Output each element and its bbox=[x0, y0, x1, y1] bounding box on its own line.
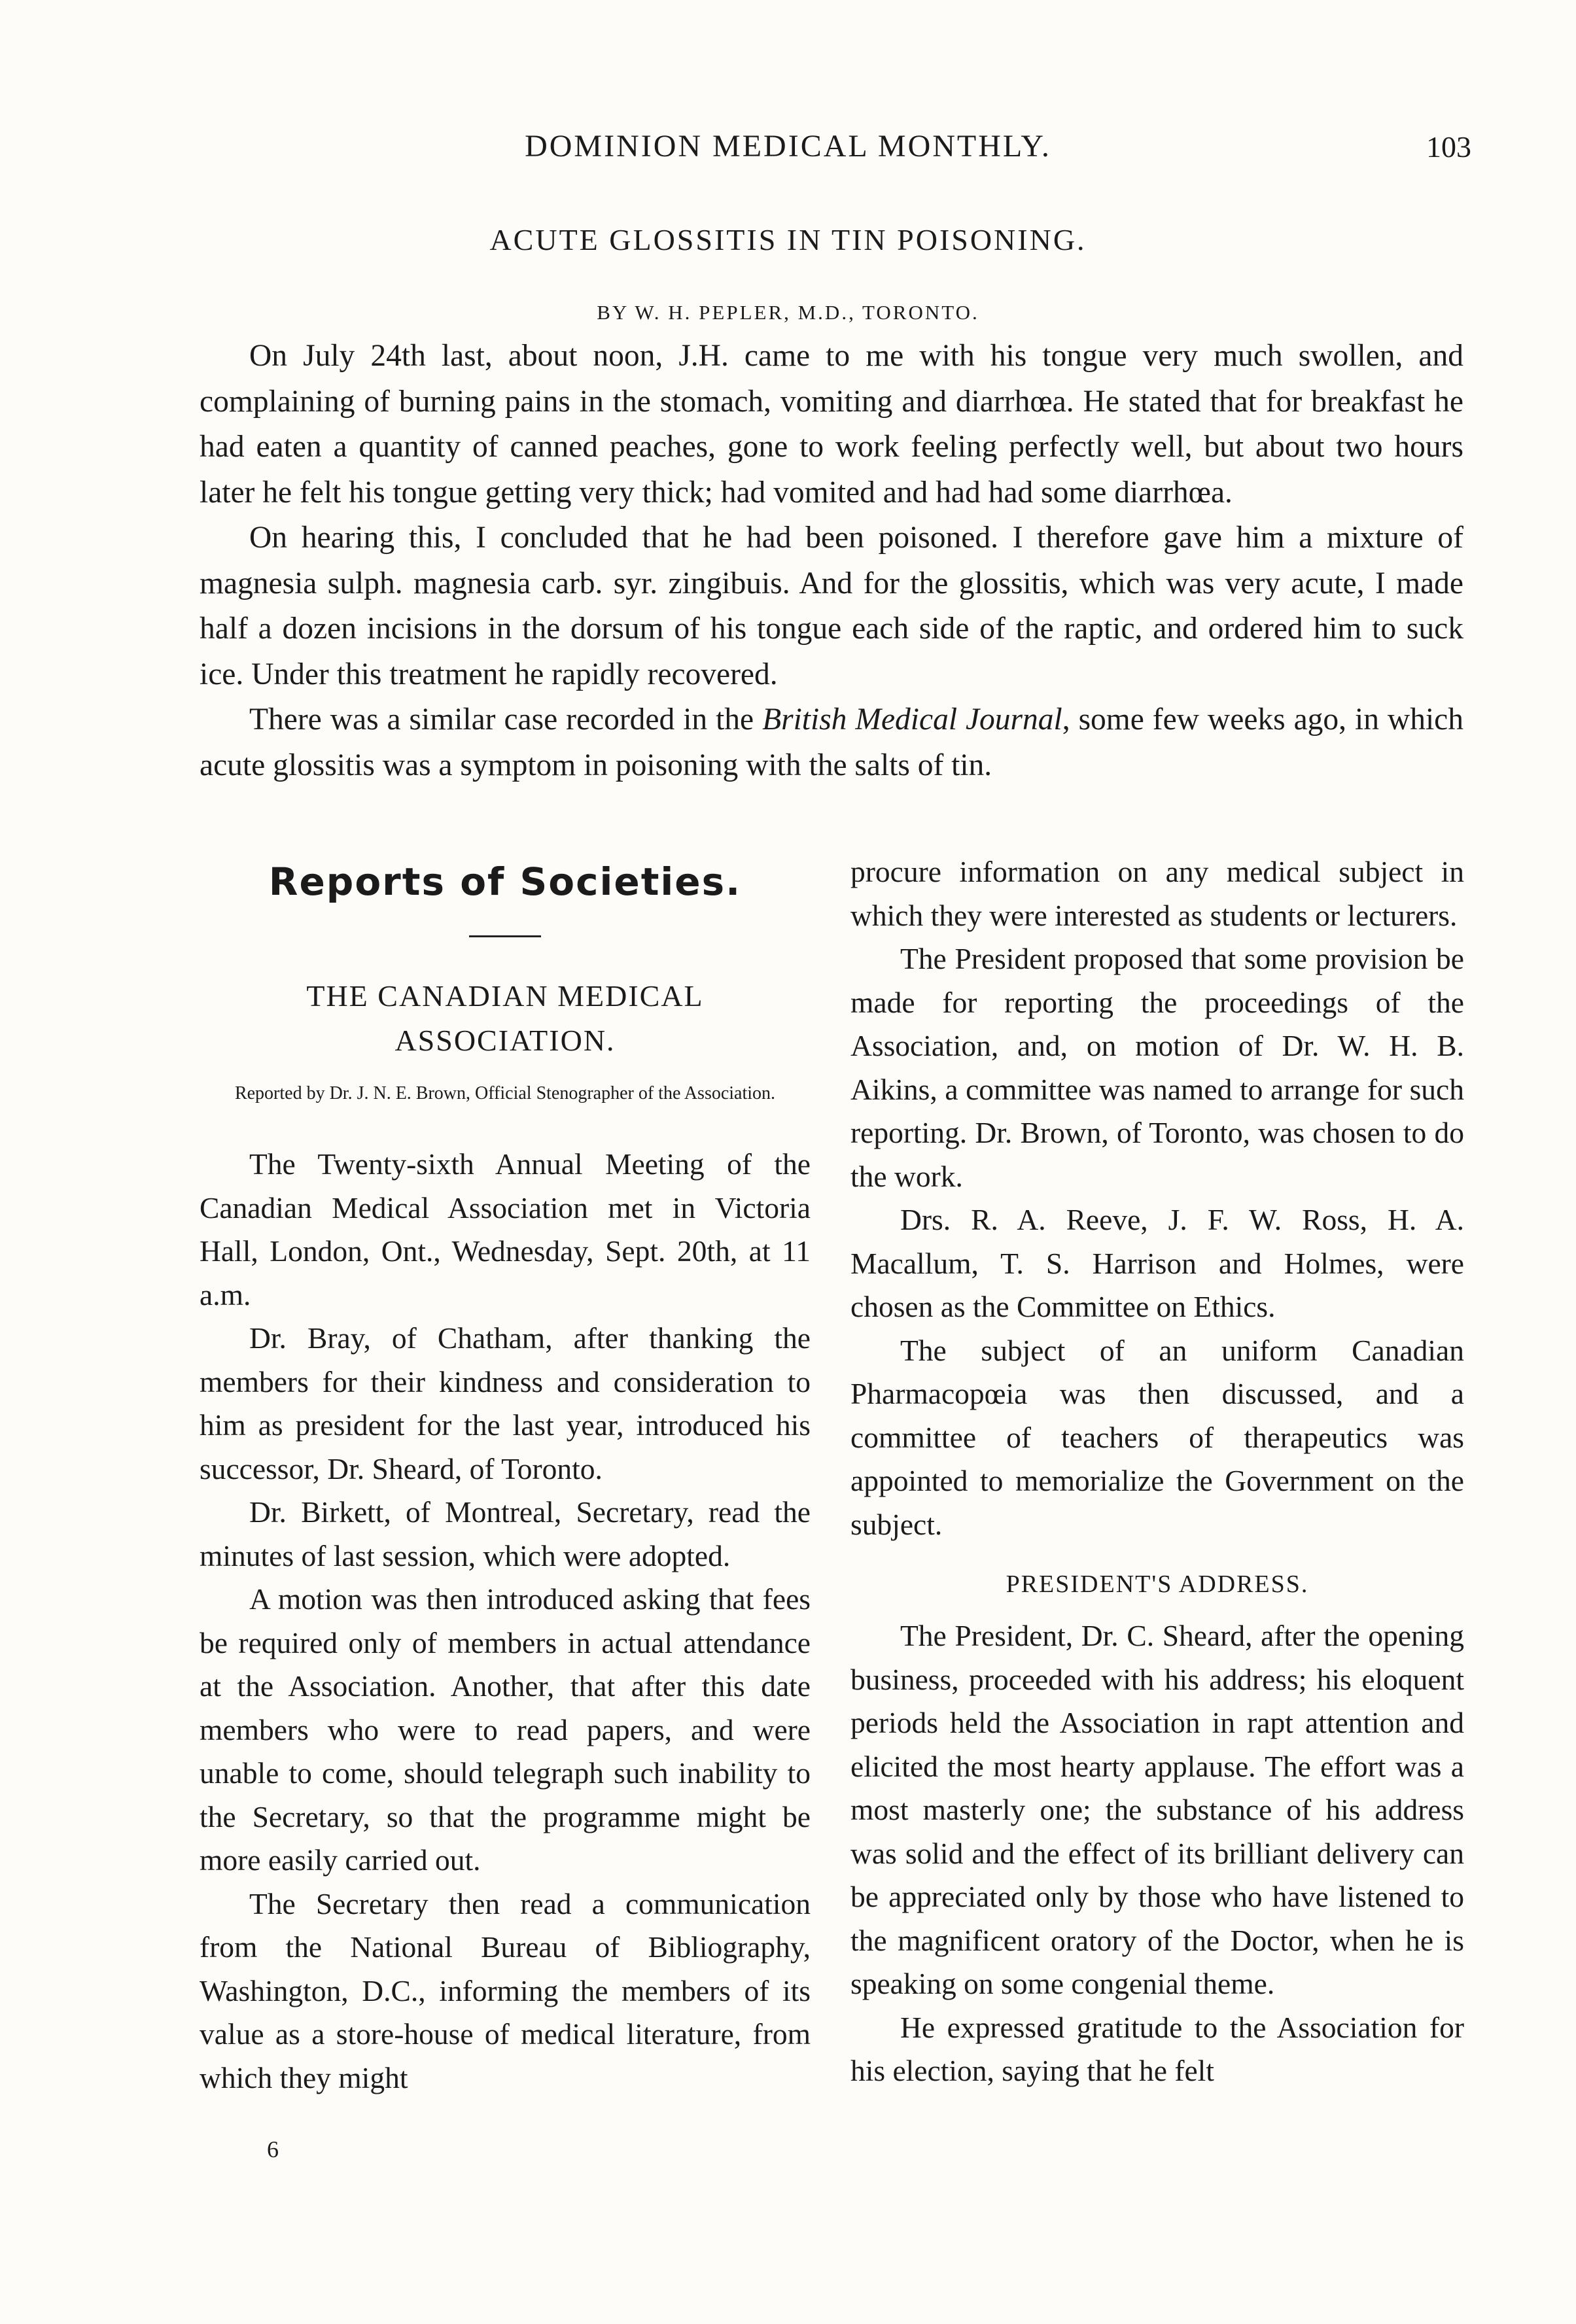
report-paragraph: The President proposed that some provision be made for reporting the proceedings of the Association, and, on motion of Dr. W. H. B. Aikins, a committee was named to arrange for such reporting. Dr. Brown, of Toronto, was chosen to do the work. bbox=[850, 942, 1464, 1193]
report-paragraph: Drs. R. A. Reeve, J. F. W. Ross, H. A. Macallum, T. S. Harrison and Holmes, were chosen as the Committee on Ethics. bbox=[850, 1203, 1464, 1323]
article-body bbox=[200, 334, 1463, 788]
journal-citation: British Medical Journal bbox=[762, 702, 1062, 737]
page-number: 103 bbox=[1426, 130, 1471, 164]
article-title: ACUTE GLOSSITIS IN TIN POISONING. bbox=[489, 223, 1087, 256]
section-title: Reports of Societies. bbox=[268, 859, 742, 904]
reporter-credit: Reported by Dr. J. N. E. Brown, Official Stenographer of the Association. bbox=[234, 1083, 776, 1103]
signature-mark: 6 bbox=[267, 2136, 279, 2162]
report-paragraph: A motion was then introduced asking that fees be required only of members in actual attendance at the Association. Another, that after this date members who were to read papers, and were unable to come, should telegraph such inability to the Secretary, so that the programme might be more easily carried out. bbox=[200, 1582, 811, 1877]
report-title: THE CANADIAN MEDICAL ASSOCIATION. bbox=[306, 979, 704, 1057]
subsection-heading: PRESIDENT'S ADDRESS. bbox=[1006, 1570, 1309, 1598]
address-paragraph: The President, Dr. C. Sheard, after the opening business, proceeded with his address; his eloquent periods held the Association in rapt attention and elicited the most hearty applause. The effort was a most masterly one; the substance of his address was solid and the effect of its brilliant delivery can be appreciated only by those who have listened to the magnificent oratory of the Doctor, when he is speaking on some congenial theme. bbox=[850, 1619, 1464, 2000]
report-paragraph: The subject of an uniform Canadian Pharmacopœia was then discussed, and a committee of teachers of therapeutics was appointed to memorialize the Government on the subject. bbox=[850, 1333, 1464, 1541]
running-header: DOMINION MEDICAL MONTHLY. bbox=[525, 129, 1051, 164]
paragraph-text: , some few weeks ago, in which acute glossitis was a symptom in poisoning with the salts of tin. bbox=[200, 702, 1463, 782]
report-paragraph: The Secretary then read a communication from the National Bureau of Bibliography, Washington, D.C., informing the members of its value as a store-house of medical literature, from which they might bbox=[200, 1886, 811, 2094]
article-byline: BY W. H. PEPLER, M.D., TORONTO. bbox=[597, 301, 979, 324]
article-paragraph: On July 24th last, about noon, J.H. came to me with his tongue very much swollen, and complaining of burning pains in the stomach, vomiting and diarrhœa. He stated that for breakfast he had eaten a quantity of canned peaches, gone to work feeling perfectly well, but about two hours later he felt his tongue getting very thick; had vomited and had had some diarrhœa. bbox=[200, 339, 1463, 510]
continued-paragraph: procure information on any medical subject in which they were interested as students or lecturers. bbox=[850, 855, 1464, 932]
paragraph-text: There was a similar case recorded in the bbox=[249, 702, 763, 737]
article-paragraph: On hearing this, I concluded that he had been poisoned. I therefore gave him a mixture of magnesia sulph. magnesia carb. syr. zingibuis. And for the glossitis, which was very acute, I made half a dozen incisions in the dorsum of his tongue each side of the raptic, and ordered him to suck ice. Under this treatment he rapidly recovered. bbox=[200, 521, 1463, 691]
report-paragraph: The Twenty-sixth Annual Meeting of the Canadian Medical Association met in Victoria Hall, London, Ont., Wednesday, Sept. 20th, at 11 a.m. bbox=[200, 1147, 811, 1311]
report-paragraph: Dr. Birkett, of Montreal, Secretary, read the minutes of last session, which were adopted. bbox=[200, 1495, 811, 1572]
report-paragraph: Dr. Bray, of Chatham, after thanking the members for their kindness and consideration to him as president for the last year, introduced his successor, Dr. Sheard, of Toronto. bbox=[200, 1321, 811, 1485]
right-column bbox=[850, 850, 1464, 2093]
left-column bbox=[200, 850, 811, 2100]
article-paragraph bbox=[200, 697, 1463, 788]
address-paragraph: He expressed gratitude to the Association for his election, saying that he felt bbox=[850, 2010, 1464, 2087]
title-rule bbox=[469, 935, 541, 937]
